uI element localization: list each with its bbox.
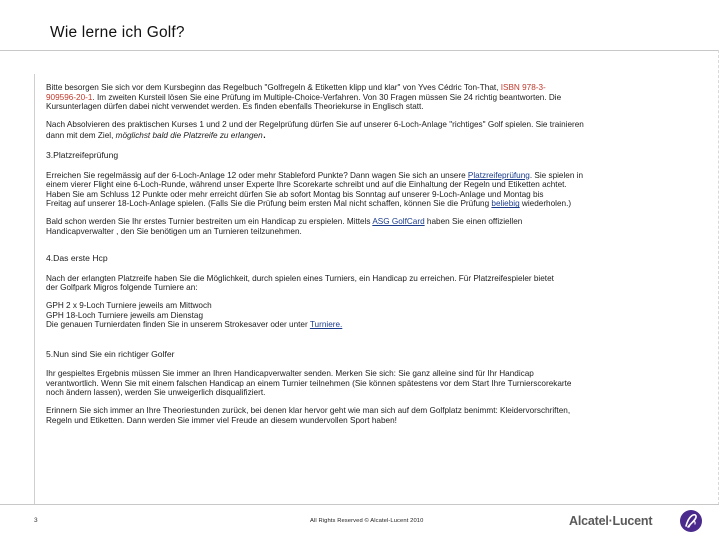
heading-erstes-hcp: 4.Das erste Hcp [46,253,108,264]
erinnern-line-2: Regeln und Etiketten. Dann werden Sie immer viel Freude an diesem wundervollen Sport haben! [46,415,397,425]
turniere-item-1: GPH 2 x 9-Loch Turniere jeweils am Mittwoch [46,300,212,310]
paragraph-turnier [46,217,706,236]
ergebnis-line-2: verantwortlich. Wenn Sie mit einem falschen Handicap an einem Turnier teilnehmen (Sie können spätestens vor dem Start Ihre Turnierscorekarte [46,378,572,388]
platzreife-link[interactable]: Platzreifeprüfung [467,170,530,180]
paragraph-platzreife [46,171,706,209]
alcatel-lucent-swirl-icon [679,509,703,533]
paragraph-erinnern [46,406,706,425]
ergebnis-line-3: noch ändern lassen), werden Sie unweigerlich disqualifiziert. [46,388,266,398]
turnier-line-2: Handicapverwalter , den Sie benötigen um an Turnieren teilzunehmen. [46,226,302,236]
heading-richtiger-golfer: 5.Nun sind Sie ein richtiger Golfer [46,348,175,359]
platzreife-line-3: Haben Sie am Schluss 12 Punkte oder mehr erreicht dürfen Sie ab sofort Montag bis Sonntag auf unserer 9-Loch-Anlage und Montag bis [46,189,544,199]
exam-text-2: Kursunterlagen dürfen dabei nicht verwendet werden. Es finden ebenfalls Theoriekurse in Englisch statt. [46,102,424,112]
paragraph-practice [46,120,706,141]
content-left-border [34,74,35,504]
turniere-link[interactable]: Turniere. [309,320,343,330]
practice-line-2: dann mit dem Ziel, [46,131,116,141]
footer-divider [0,504,719,505]
rulebook-text: Bitte besorgen Sie sich vor dem Kursbeginn das Regelbuch "Golfregeln & Etiketten klipp und klar" von Yves Cédric Ton-That, [46,83,501,92]
handicap-line-1: Nach der erlangten Platzreife haben Sie die Möglichkeit, durch spielen eines Turniers, ein Handicap zu erreichen. Für Platzreifespieler bietet [46,273,554,283]
turnier-line-1: Bald schon werden Sie Ihr erstes Turnier bestreiten um ein Handicap zu erspielen. Mittels [46,216,373,226]
ergebnis-line-1: Ihr gespieltes Ergebnis müssen Sie immer an Ihren Handicapverwalter senden. Merken Sie sich: Sie ganz alleine sind für Ihr Handicap [46,369,534,379]
platzreife-line-1: Erreichen Sie regelmässig auf der 6-Loch-Anlage 12 oder mehr Stableford Punkte? Dann wagen Sie sich an unsere [46,170,468,180]
page-number: 3 [34,517,38,524]
platzreife-line-1-end: . Sie spielen in [529,170,584,180]
copyright-notice: All Rights Reserved © Alcatel-Lucent 2010 [310,518,424,524]
practice-line-1: Nach Absolvieren des praktischen Kurses 1 und 2 und der Regelprüfung dürfen Sie auf unserer 6-Loch-Anlage "richtiges" Golf spielen. Sie trainieren [46,119,584,129]
paragraph-turniere-list [46,301,706,330]
erinnern-line-1: Erinnern Sie sich immer an Ihre Theoriestunden zurück, bei denen klar hervor geht wie man sich auf dem Golfplatz benimmt: Kleidervorschriften, [46,406,571,416]
right-edge-rule [718,50,719,505]
platzreife-line-2: einem vierer Flight eine 6-Loch-Runde, während unser Experte Ihre Scorekarte schreibt und auf die Einhaltung der Regeln und Etiketten achtet. [46,180,567,190]
turniere-item-2: GPH 18-Loch Turniere jeweils am Dienstag [46,310,203,320]
isbn-number-a: ISBN 978-3- [500,83,546,92]
logo-wordmark: Alcatel·Lucent [569,514,653,528]
paragraph-rulebook [46,83,706,112]
turnier-line-1-end: haben Sie einen offiziellen [424,216,523,226]
goal-dot: . [262,126,267,142]
exam-text: . Im zweiten Kursteil lösen Sie eine Prüfung im Multiple-Choice-Verfahren. Von 30 Fragen müssen Sie 24 richtig beantworten. Die [92,92,562,102]
platzreife-line-4: Freitag auf unserer 18-Loch-Anlage spielen. (Falls Sie die Prüfung beim ersten Mal nicht schaffen, können Sie die Prüfung [46,199,492,209]
turniere-line-3: Die genauen Turnierdaten finden Sie in unserem Strokesaver oder unter [46,320,310,330]
content-body [46,83,706,425]
asg-golfcard-link[interactable]: ASG GolfCard [372,216,425,226]
heading-platzreife: 3.Platzreifeprüfung [46,149,119,160]
platzreife-line-4-end: wiederholen.) [519,199,572,209]
beliebig-link[interactable]: beliebig [491,199,520,209]
slide-title: Wie lerne ich Golf? [50,24,185,41]
paragraph-ergebnis [46,369,706,398]
paragraph-handicap [46,274,706,293]
goal-italic: möglichst bald die Platzreife zu erlangen [115,131,263,141]
handicap-line-2: der Golfpark Migros folgende Turniere an: [46,283,198,293]
isbn-number-b: 909596-20-1 [46,92,93,102]
alcatel-lucent-logo [569,509,705,533]
title-divider [0,50,719,51]
